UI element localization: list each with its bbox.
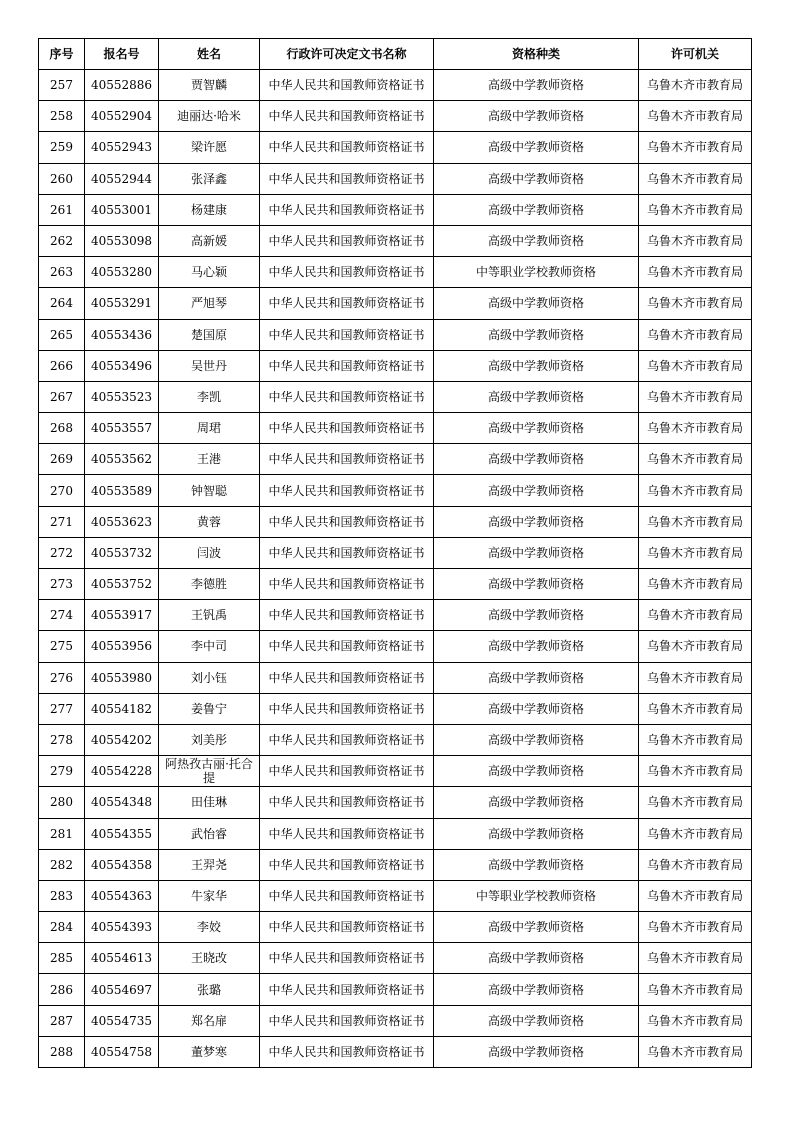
cell-licensing-authority: 乌鲁木齐市教育局 bbox=[639, 974, 752, 1005]
cell-registration-number: 40553732 bbox=[85, 537, 159, 568]
cell-serial-number: 264 bbox=[39, 288, 85, 319]
cell-licensing-authority: 乌鲁木齐市教育局 bbox=[639, 912, 752, 943]
cell-licensing-authority: 乌鲁木齐市教育局 bbox=[639, 600, 752, 631]
table-row bbox=[39, 693, 752, 724]
cell-license-document: 中华人民共和国教师资格证书 bbox=[260, 693, 434, 724]
cell-license-document: 中华人民共和国教师资格证书 bbox=[260, 194, 434, 225]
table-row bbox=[39, 225, 752, 256]
cell-serial-number: 278 bbox=[39, 724, 85, 755]
cell-qualification-type: 高级中学教师资格 bbox=[434, 756, 639, 787]
cell-qualification-type: 高级中学教师资格 bbox=[434, 444, 639, 475]
cell-qualification-type: 高级中学教师资格 bbox=[434, 70, 639, 101]
cell-license-document: 中华人民共和国教师资格证书 bbox=[260, 569, 434, 600]
cell-serial-number: 274 bbox=[39, 600, 85, 631]
table-row bbox=[39, 943, 752, 974]
table-row bbox=[39, 818, 752, 849]
cell-license-document: 中华人民共和国教师资格证书 bbox=[260, 225, 434, 256]
cell-registration-number: 40554182 bbox=[85, 693, 159, 724]
cell-serial-number: 267 bbox=[39, 381, 85, 412]
cell-serial-number: 271 bbox=[39, 506, 85, 537]
teacher-qualification-table bbox=[38, 38, 752, 1068]
cell-licensing-authority: 乌鲁木齐市教育局 bbox=[639, 849, 752, 880]
cell-serial-number: 268 bbox=[39, 413, 85, 444]
cell-registration-number: 40554697 bbox=[85, 974, 159, 1005]
header-registration-number: 报名号 bbox=[85, 39, 159, 70]
cell-name: 刘美彤 bbox=[159, 724, 260, 755]
cell-license-document: 中华人民共和国教师资格证书 bbox=[260, 662, 434, 693]
cell-license-document: 中华人民共和国教师资格证书 bbox=[260, 787, 434, 818]
cell-licensing-authority: 乌鲁木齐市教育局 bbox=[639, 194, 752, 225]
table-row bbox=[39, 631, 752, 662]
cell-qualification-type: 高级中学教师资格 bbox=[434, 1036, 639, 1067]
table-row bbox=[39, 101, 752, 132]
cell-serial-number: 280 bbox=[39, 787, 85, 818]
cell-registration-number: 40553001 bbox=[85, 194, 159, 225]
cell-registration-number: 40554348 bbox=[85, 787, 159, 818]
cell-license-document: 中华人民共和国教师资格证书 bbox=[260, 163, 434, 194]
cell-qualification-type: 高级中学教师资格 bbox=[434, 1005, 639, 1036]
cell-qualification-type: 高级中学教师资格 bbox=[434, 537, 639, 568]
cell-name: 严旭琴 bbox=[159, 288, 260, 319]
cell-qualification-type: 高级中学教师资格 bbox=[434, 974, 639, 1005]
cell-license-document: 中华人民共和国教师资格证书 bbox=[260, 849, 434, 880]
cell-license-document: 中华人民共和国教师资格证书 bbox=[260, 506, 434, 537]
header-serial-number: 序号 bbox=[39, 39, 85, 70]
cell-registration-number: 40554393 bbox=[85, 912, 159, 943]
cell-name: 李姣 bbox=[159, 912, 260, 943]
cell-licensing-authority: 乌鲁木齐市教育局 bbox=[639, 225, 752, 256]
cell-registration-number: 40553562 bbox=[85, 444, 159, 475]
cell-serial-number: 284 bbox=[39, 912, 85, 943]
cell-registration-number: 40552943 bbox=[85, 132, 159, 163]
cell-license-document: 中华人民共和国教师资格证书 bbox=[260, 943, 434, 974]
cell-licensing-authority: 乌鲁木齐市教育局 bbox=[639, 943, 752, 974]
cell-registration-number: 40554228 bbox=[85, 756, 159, 787]
cell-license-document: 中华人民共和国教师资格证书 bbox=[260, 444, 434, 475]
cell-serial-number: 275 bbox=[39, 631, 85, 662]
cell-name: 贾智麟 bbox=[159, 70, 260, 101]
table-row bbox=[39, 319, 752, 350]
cell-license-document: 中华人民共和国教师资格证书 bbox=[260, 70, 434, 101]
cell-license-document: 中华人民共和国教师资格证书 bbox=[260, 631, 434, 662]
cell-name: 王晓改 bbox=[159, 943, 260, 974]
table-row bbox=[39, 381, 752, 412]
table-row bbox=[39, 506, 752, 537]
table-row bbox=[39, 1036, 752, 1067]
cell-serial-number: 282 bbox=[39, 849, 85, 880]
cell-license-document: 中华人民共和国教师资格证书 bbox=[260, 756, 434, 787]
table-row bbox=[39, 257, 752, 288]
cell-qualification-type: 高级中学教师资格 bbox=[434, 163, 639, 194]
cell-registration-number: 40553291 bbox=[85, 288, 159, 319]
header-name: 姓名 bbox=[159, 39, 260, 70]
cell-license-document: 中华人民共和国教师资格证书 bbox=[260, 880, 434, 911]
header-qualification-type: 资格种类 bbox=[434, 39, 639, 70]
cell-licensing-authority: 乌鲁木齐市教育局 bbox=[639, 350, 752, 381]
cell-qualification-type: 高级中学教师资格 bbox=[434, 132, 639, 163]
cell-serial-number: 265 bbox=[39, 319, 85, 350]
cell-serial-number: 281 bbox=[39, 818, 85, 849]
cell-registration-number: 40552904 bbox=[85, 101, 159, 132]
cell-qualification-type: 高级中学教师资格 bbox=[434, 724, 639, 755]
cell-registration-number: 40553956 bbox=[85, 631, 159, 662]
cell-qualification-type: 高级中学教师资格 bbox=[434, 849, 639, 880]
cell-registration-number: 40553496 bbox=[85, 350, 159, 381]
cell-license-document: 中华人民共和国教师资格证书 bbox=[260, 974, 434, 1005]
cell-licensing-authority: 乌鲁木齐市教育局 bbox=[639, 257, 752, 288]
cell-registration-number: 40554355 bbox=[85, 818, 159, 849]
cell-serial-number: 285 bbox=[39, 943, 85, 974]
cell-name: 王钒禹 bbox=[159, 600, 260, 631]
cell-registration-number: 40554363 bbox=[85, 880, 159, 911]
cell-name: 高新媛 bbox=[159, 225, 260, 256]
cell-qualification-type: 高级中学教师资格 bbox=[434, 662, 639, 693]
cell-licensing-authority: 乌鲁木齐市教育局 bbox=[639, 569, 752, 600]
cell-license-document: 中华人民共和国教师资格证书 bbox=[260, 319, 434, 350]
cell-license-document: 中华人民共和国教师资格证书 bbox=[260, 101, 434, 132]
cell-name: 董梦寒 bbox=[159, 1036, 260, 1067]
cell-license-document: 中华人民共和国教师资格证书 bbox=[260, 1036, 434, 1067]
cell-licensing-authority: 乌鲁木齐市教育局 bbox=[639, 724, 752, 755]
cell-qualification-type: 高级中学教师资格 bbox=[434, 288, 639, 319]
cell-serial-number: 288 bbox=[39, 1036, 85, 1067]
header-licensing-authority: 许可机关 bbox=[639, 39, 752, 70]
cell-registration-number: 40554758 bbox=[85, 1036, 159, 1067]
cell-licensing-authority: 乌鲁木齐市教育局 bbox=[639, 101, 752, 132]
cell-qualification-type: 高级中学教师资格 bbox=[434, 101, 639, 132]
cell-qualification-type: 高级中学教师资格 bbox=[434, 350, 639, 381]
table-row bbox=[39, 912, 752, 943]
header-row bbox=[39, 39, 752, 70]
cell-name: 田佳琳 bbox=[159, 787, 260, 818]
cell-serial-number: 276 bbox=[39, 662, 85, 693]
cell-name: 闫波 bbox=[159, 537, 260, 568]
cell-registration-number: 40553436 bbox=[85, 319, 159, 350]
cell-name: 李中司 bbox=[159, 631, 260, 662]
table-row bbox=[39, 194, 752, 225]
cell-registration-number: 40553980 bbox=[85, 662, 159, 693]
cell-licensing-authority: 乌鲁木齐市教育局 bbox=[639, 132, 752, 163]
cell-name: 武怡睿 bbox=[159, 818, 260, 849]
cell-qualification-type: 高级中学教师资格 bbox=[434, 225, 639, 256]
cell-name: 梁许愿 bbox=[159, 132, 260, 163]
table-row bbox=[39, 132, 752, 163]
table-row bbox=[39, 70, 752, 101]
cell-qualification-type: 高级中学教师资格 bbox=[434, 506, 639, 537]
cell-serial-number: 287 bbox=[39, 1005, 85, 1036]
cell-name: 牛家华 bbox=[159, 880, 260, 911]
cell-serial-number: 279 bbox=[39, 756, 85, 787]
cell-licensing-authority: 乌鲁木齐市教育局 bbox=[639, 693, 752, 724]
cell-qualification-type: 中等职业学校教师资格 bbox=[434, 257, 639, 288]
cell-name: 周珺 bbox=[159, 413, 260, 444]
cell-qualification-type: 高级中学教师资格 bbox=[434, 194, 639, 225]
cell-registration-number: 40554613 bbox=[85, 943, 159, 974]
cell-qualification-type: 高级中学教师资格 bbox=[434, 631, 639, 662]
cell-licensing-authority: 乌鲁木齐市教育局 bbox=[639, 756, 752, 787]
cell-name: 郑名扉 bbox=[159, 1005, 260, 1036]
cell-registration-number: 40553623 bbox=[85, 506, 159, 537]
table-row bbox=[39, 1005, 752, 1036]
table-row bbox=[39, 849, 752, 880]
cell-name: 李凯 bbox=[159, 381, 260, 412]
cell-licensing-authority: 乌鲁木齐市教育局 bbox=[639, 70, 752, 101]
cell-serial-number: 277 bbox=[39, 693, 85, 724]
cell-serial-number: 262 bbox=[39, 225, 85, 256]
table-container bbox=[38, 38, 751, 1068]
cell-license-document: 中华人民共和国教师资格证书 bbox=[260, 381, 434, 412]
cell-license-document: 中华人民共和国教师资格证书 bbox=[260, 600, 434, 631]
cell-serial-number: 270 bbox=[39, 475, 85, 506]
cell-license-document: 中华人民共和国教师资格证书 bbox=[260, 537, 434, 568]
cell-serial-number: 260 bbox=[39, 163, 85, 194]
cell-name: 王羿尧 bbox=[159, 849, 260, 880]
cell-serial-number: 257 bbox=[39, 70, 85, 101]
cell-qualification-type: 高级中学教师资格 bbox=[434, 787, 639, 818]
cell-registration-number: 40553098 bbox=[85, 225, 159, 256]
cell-serial-number: 283 bbox=[39, 880, 85, 911]
cell-license-document: 中华人民共和国教师资格证书 bbox=[260, 413, 434, 444]
table-row bbox=[39, 413, 752, 444]
cell-licensing-authority: 乌鲁木齐市教育局 bbox=[639, 444, 752, 475]
cell-licensing-authority: 乌鲁木齐市教育局 bbox=[639, 506, 752, 537]
cell-name: 张璐 bbox=[159, 974, 260, 1005]
cell-registration-number: 40553917 bbox=[85, 600, 159, 631]
cell-serial-number: 258 bbox=[39, 101, 85, 132]
table-row bbox=[39, 756, 752, 787]
cell-name: 姜鲁宁 bbox=[159, 693, 260, 724]
cell-qualification-type: 高级中学教师资格 bbox=[434, 693, 639, 724]
cell-licensing-authority: 乌鲁木齐市教育局 bbox=[639, 818, 752, 849]
table-row bbox=[39, 724, 752, 755]
cell-serial-number: 286 bbox=[39, 974, 85, 1005]
cell-qualification-type: 高级中学教师资格 bbox=[434, 943, 639, 974]
cell-registration-number: 40554202 bbox=[85, 724, 159, 755]
cell-name: 迪丽达·哈米 bbox=[159, 101, 260, 132]
cell-licensing-authority: 乌鲁木齐市教育局 bbox=[639, 537, 752, 568]
cell-registration-number: 40553523 bbox=[85, 381, 159, 412]
cell-licensing-authority: 乌鲁木齐市教育局 bbox=[639, 787, 752, 818]
cell-licensing-authority: 乌鲁木齐市教育局 bbox=[639, 163, 752, 194]
cell-licensing-authority: 乌鲁木齐市教育局 bbox=[639, 1005, 752, 1036]
cell-licensing-authority: 乌鲁木齐市教育局 bbox=[639, 880, 752, 911]
cell-qualification-type: 高级中学教师资格 bbox=[434, 319, 639, 350]
cell-name: 马心颖 bbox=[159, 257, 260, 288]
cell-qualification-type: 高级中学教师资格 bbox=[434, 818, 639, 849]
table-row bbox=[39, 163, 752, 194]
cell-registration-number: 40552944 bbox=[85, 163, 159, 194]
cell-license-document: 中华人民共和国教师资格证书 bbox=[260, 724, 434, 755]
cell-serial-number: 261 bbox=[39, 194, 85, 225]
table-row bbox=[39, 787, 752, 818]
cell-licensing-authority: 乌鲁木齐市教育局 bbox=[639, 413, 752, 444]
cell-name: 张泽鑫 bbox=[159, 163, 260, 194]
cell-name: 刘小钰 bbox=[159, 662, 260, 693]
cell-registration-number: 40554358 bbox=[85, 849, 159, 880]
cell-name: 王港 bbox=[159, 444, 260, 475]
cell-licensing-authority: 乌鲁木齐市教育局 bbox=[639, 288, 752, 319]
cell-license-document: 中华人民共和国教师资格证书 bbox=[260, 818, 434, 849]
table-row bbox=[39, 974, 752, 1005]
cell-name: 阿热孜古丽·托合提 bbox=[159, 756, 260, 787]
cell-name: 黄蓉 bbox=[159, 506, 260, 537]
table-row bbox=[39, 537, 752, 568]
cell-license-document: 中华人民共和国教师资格证书 bbox=[260, 257, 434, 288]
table-row bbox=[39, 288, 752, 319]
cell-licensing-authority: 乌鲁木齐市教育局 bbox=[639, 1036, 752, 1067]
cell-license-document: 中华人民共和国教师资格证书 bbox=[260, 132, 434, 163]
header-license-document: 行政许可决定文书名称 bbox=[260, 39, 434, 70]
cell-qualification-type: 高级中学教师资格 bbox=[434, 912, 639, 943]
cell-registration-number: 40552886 bbox=[85, 70, 159, 101]
cell-license-document: 中华人民共和国教师资格证书 bbox=[260, 912, 434, 943]
cell-serial-number: 259 bbox=[39, 132, 85, 163]
table-row bbox=[39, 475, 752, 506]
table-row bbox=[39, 569, 752, 600]
table-row bbox=[39, 350, 752, 381]
cell-registration-number: 40553589 bbox=[85, 475, 159, 506]
cell-name: 杨建康 bbox=[159, 194, 260, 225]
cell-licensing-authority: 乌鲁木齐市教育局 bbox=[639, 319, 752, 350]
cell-name: 吴世丹 bbox=[159, 350, 260, 381]
cell-registration-number: 40554735 bbox=[85, 1005, 159, 1036]
cell-qualification-type: 高级中学教师资格 bbox=[434, 413, 639, 444]
cell-license-document: 中华人民共和国教师资格证书 bbox=[260, 475, 434, 506]
cell-serial-number: 266 bbox=[39, 350, 85, 381]
cell-qualification-type: 高级中学教师资格 bbox=[434, 381, 639, 412]
table-row bbox=[39, 444, 752, 475]
cell-registration-number: 40553752 bbox=[85, 569, 159, 600]
cell-serial-number: 273 bbox=[39, 569, 85, 600]
cell-serial-number: 269 bbox=[39, 444, 85, 475]
cell-qualification-type: 高级中学教师资格 bbox=[434, 569, 639, 600]
table-row bbox=[39, 880, 752, 911]
cell-qualification-type: 高级中学教师资格 bbox=[434, 600, 639, 631]
cell-name: 钟智聪 bbox=[159, 475, 260, 506]
cell-license-document: 中华人民共和国教师资格证书 bbox=[260, 1005, 434, 1036]
cell-serial-number: 263 bbox=[39, 257, 85, 288]
table-row bbox=[39, 600, 752, 631]
cell-serial-number: 272 bbox=[39, 537, 85, 568]
cell-registration-number: 40553557 bbox=[85, 413, 159, 444]
table-body bbox=[39, 70, 752, 1068]
cell-qualification-type: 高级中学教师资格 bbox=[434, 475, 639, 506]
cell-registration-number: 40553280 bbox=[85, 257, 159, 288]
cell-licensing-authority: 乌鲁木齐市教育局 bbox=[639, 475, 752, 506]
cell-name: 李德胜 bbox=[159, 569, 260, 600]
cell-license-document: 中华人民共和国教师资格证书 bbox=[260, 288, 434, 319]
cell-qualification-type: 中等职业学校教师资格 bbox=[434, 880, 639, 911]
table-row bbox=[39, 662, 752, 693]
cell-licensing-authority: 乌鲁木齐市教育局 bbox=[639, 631, 752, 662]
cell-licensing-authority: 乌鲁木齐市教育局 bbox=[639, 381, 752, 412]
cell-name: 楚国原 bbox=[159, 319, 260, 350]
cell-licensing-authority: 乌鲁木齐市教育局 bbox=[639, 662, 752, 693]
cell-license-document: 中华人民共和国教师资格证书 bbox=[260, 350, 434, 381]
table-header bbox=[39, 39, 752, 70]
